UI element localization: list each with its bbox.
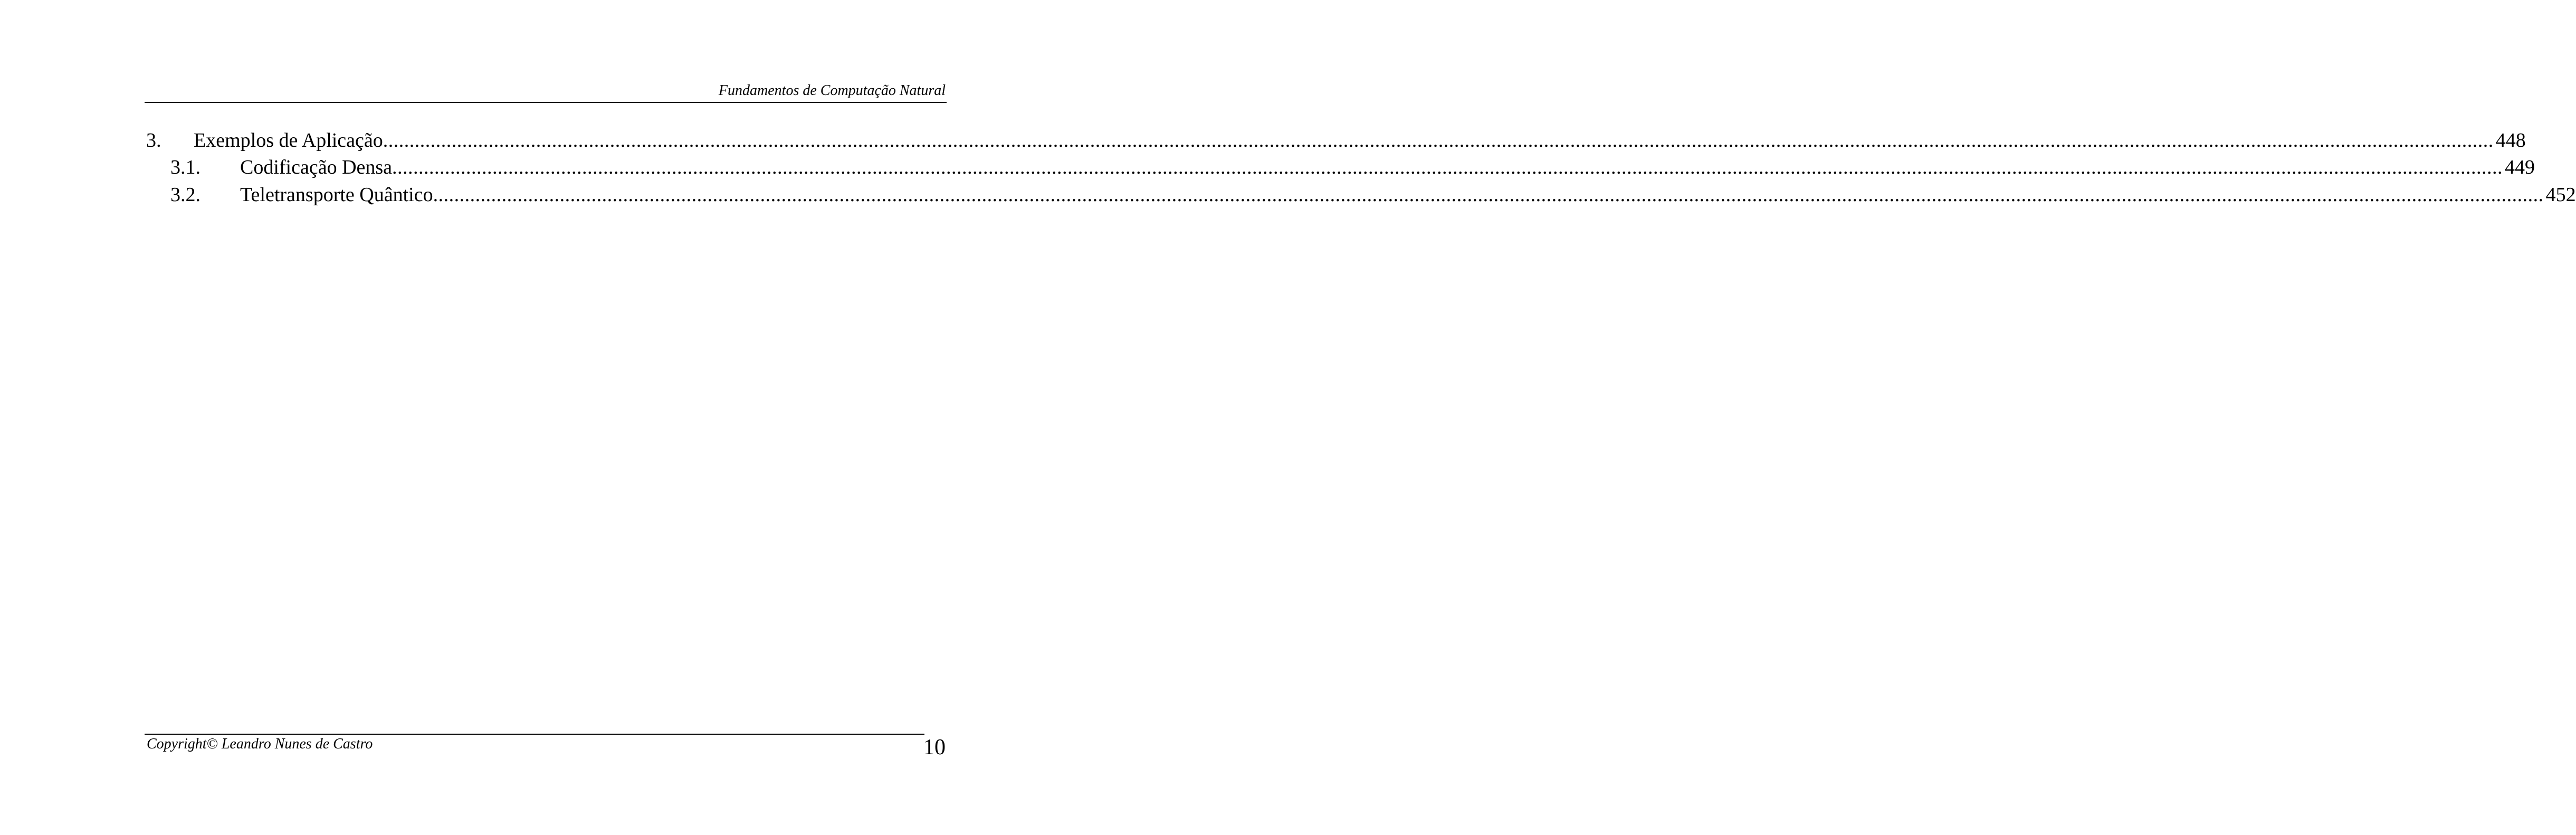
toc-entry-title: Teletransporte Quântico xyxy=(240,184,433,206)
toc-entry-line xyxy=(240,155,2535,180)
dot-leader: ................................................................................................................................................................................................................................................................................................................................................................................................................ xyxy=(383,129,2494,151)
toc-entry xyxy=(170,182,2576,207)
toc-entry xyxy=(170,155,2535,180)
toc-entry-title: Codificação Densa xyxy=(240,156,393,178)
toc-entry-title: Exemplos de Aplicação xyxy=(194,129,383,151)
toc-entry xyxy=(146,128,2526,153)
copyright-notice: Copyright© Leandro Nunes de Castro xyxy=(147,736,373,752)
toc-entry-number: 3.2. xyxy=(170,184,201,206)
toc-entry-line xyxy=(194,128,2526,153)
dot-leader: ................................................................................................................................................................................................................................................................................................................................................................................................................ xyxy=(433,184,2544,206)
toc-entry-page: 452 xyxy=(2545,184,2576,206)
toc-entry-number: 3.1. xyxy=(170,156,201,178)
toc-entry-page: 448 xyxy=(2495,129,2526,151)
page-number: 10 xyxy=(923,735,946,760)
toc-entry-number: 3. xyxy=(146,129,161,151)
header-rule xyxy=(145,102,947,103)
running-header-title: Fundamentos de Computação Natural xyxy=(718,82,946,99)
toc-entry-page: 449 xyxy=(2505,156,2535,178)
toc-entry-line xyxy=(240,182,2576,207)
dot-leader: ................................................................................................................................................................................................................................................................................................................................................................................................................ xyxy=(392,156,2503,178)
